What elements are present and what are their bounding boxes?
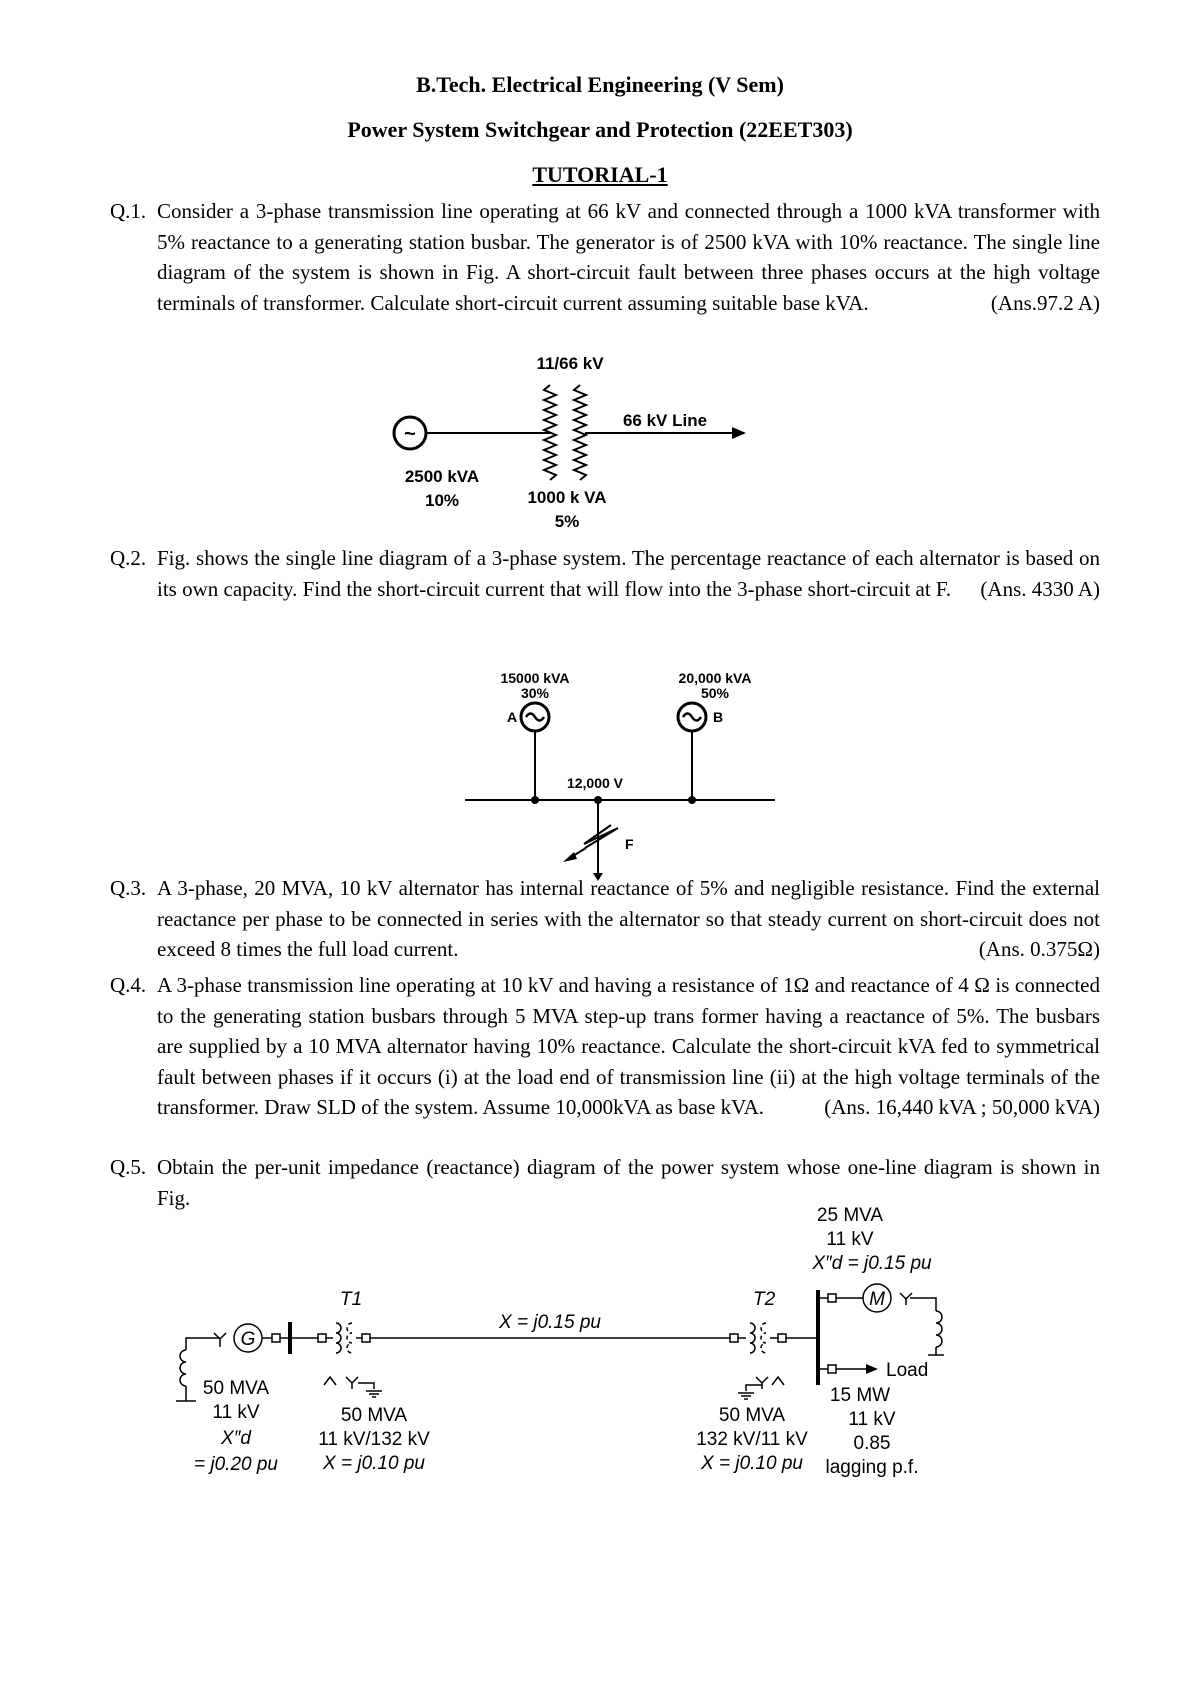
generator-b-reactance: 50%: [700, 685, 730, 701]
wye-connection-icon: [214, 1333, 226, 1347]
t2-kv: 132 kV/11 kV: [696, 1429, 808, 1450]
motor-reactance: X″d = j0.15 pu: [812, 1253, 932, 1274]
line-arrow-icon: [732, 427, 746, 439]
question-number: Q.1.: [110, 199, 147, 223]
question-3: [110, 873, 1100, 965]
breaker-icon: [272, 1334, 280, 1342]
generator-a-kva: 15000 kVA: [500, 670, 570, 686]
wye-grounded-icon-t2: [738, 1377, 768, 1399]
load-label: Load: [886, 1360, 929, 1381]
generator-mva: 50 MVA: [202, 1378, 270, 1399]
bus-voltage: 12,000 V: [566, 775, 624, 791]
question-number: Q.5.: [110, 1155, 147, 1179]
motor-kv: 11 kV: [826, 1229, 874, 1250]
fault-label: F: [625, 836, 634, 852]
question-number: Q.4.: [110, 973, 147, 997]
generator-a-reactance: 30%: [520, 685, 550, 701]
transformer-secondary-winding: [574, 385, 586, 480]
answer: (Ans. 16,440 kVA ; 50,000 kVA): [824, 1095, 1100, 1119]
transformer-t2-label: T2: [753, 1289, 776, 1310]
t1-kv: 11 kV/132 kV: [318, 1429, 430, 1450]
question-5: [110, 1152, 1100, 1213]
course-title: B.Tech. Electrical Engineering (V Sem): [416, 72, 784, 97]
question-text: Fig. shows the single line diagram of a 3-phase system. The percentage reactance of each alternator is based on its own capacity. Find the short-circuit current that will flow into the 3-phase short-circuit at F.: [157, 546, 1100, 601]
figure-3-one-line-diagram: [150, 1205, 1050, 1605]
load-arrow-icon: [866, 1364, 878, 1374]
question-text: A 3-phase transmission line operating at 10 kV and having a resistance of 1Ω and reactance of 4 Ω is connected to the generating station busbars through 5 MVA step-up trans former having a reactance of 5%. The busbars are supplied by a 10 MVA alternator having 10% reactance. Calculate the short-circuit kVA fed to symmetrical fault between phases if it occurs (i) at the load end of transmission line (ii) at the high voltage terminals of the transformer. Draw SLD of the system. Assume 10,000kVA as base kVA.: [157, 973, 1100, 1119]
motor-label: M: [869, 1289, 885, 1310]
wye-grounded-icon: [346, 1377, 382, 1397]
subject-title: Power System Switchgear and Protection (22EET303): [347, 117, 853, 142]
load-pf-type: lagging p.f.: [825, 1457, 919, 1478]
generator-reactance-value: = j0.20 pu: [194, 1454, 278, 1475]
t2-mva: 50 MVA: [718, 1405, 786, 1426]
motor-grounding-reactor-icon: [936, 1311, 942, 1347]
generator-label: G: [240, 1329, 256, 1350]
answer: (Ans.97.2 A): [990, 290, 1100, 315]
load-kv: 11 kV: [848, 1409, 896, 1430]
question-number: Q.3.: [110, 876, 147, 900]
question-text: A 3-phase, 20 MVA, 10 kV alternator has internal reactance of 5% and negligible resistance. Find the external reactance per phase to be connected in series with the alternator so that steady current on short-circuit does not exceed 8 times the full load current.: [157, 876, 1100, 961]
tutorial-title: TUTORIAL-1: [532, 162, 668, 187]
generator-kv: 11 kV: [212, 1402, 260, 1423]
delta-connection-icon: [324, 1377, 336, 1385]
grounding-reactor-icon: [180, 1350, 186, 1386]
t2-reactance: X = j0.10 pu: [701, 1453, 803, 1474]
answer: (Ans. 0.375Ω): [978, 937, 1100, 961]
load-pf: 0.85: [853, 1433, 891, 1454]
question-4: [110, 970, 1100, 1123]
transformer-t1-icon: [336, 1323, 341, 1353]
generator-a-name: A: [506, 709, 518, 725]
transformer-t1-label: T1: [340, 1289, 363, 1310]
transformer-rating-label: 11/66 kV: [536, 354, 604, 373]
transformer-t2-icon: [750, 1323, 755, 1353]
generator-b-name: B: [712, 709, 724, 725]
line-reactance: X = j0.15 pu: [499, 1312, 601, 1333]
generator-reactance: 10%: [424, 491, 460, 510]
question-2: [110, 543, 1100, 604]
transformer-kva: 1000 k VA: [527, 488, 607, 507]
t1-reactance: X = j0.10 pu: [323, 1453, 425, 1474]
question-1: [110, 196, 1100, 318]
answer: (Ans. 4330 A): [980, 576, 1100, 601]
generator-b-kva: 20,000 kVA: [678, 670, 752, 686]
motor-mva: 25 MVA: [816, 1205, 884, 1226]
load-mw: 15 MW: [829, 1385, 891, 1406]
generator-symbol: ~: [404, 423, 416, 445]
t1-mva: 50 MVA: [340, 1405, 408, 1426]
generator-reactance-symbol: X″d: [221, 1428, 251, 1449]
transformer-reactance: 5%: [554, 512, 580, 531]
question-text: Consider a 3-phase transmission line operating at 66 kV and connected through a 1000 kVA transformer with 5% reactance to a generating station busbar. The generator is of 2500 kVA with 10% reactance. The single line diagram of the system is shown in Fig. A short-circuit fault between three phases occurs at the high voltage terminals of transformer. Calculate short-circuit current assuming suitable base kVA.: [157, 199, 1100, 315]
generator-kva: 2500 kVA: [404, 467, 480, 486]
figure-1-single-line-diagram: [380, 340, 780, 540]
question-number: Q.2.: [110, 546, 147, 570]
fault-symbol-icon: [584, 825, 618, 848]
line-label: 66 kV Line: [622, 411, 708, 430]
question-text: Obtain the per-unit impedance (reactance) diagram of the power system whose one-line diagram is shown in Fig.: [157, 1155, 1100, 1210]
